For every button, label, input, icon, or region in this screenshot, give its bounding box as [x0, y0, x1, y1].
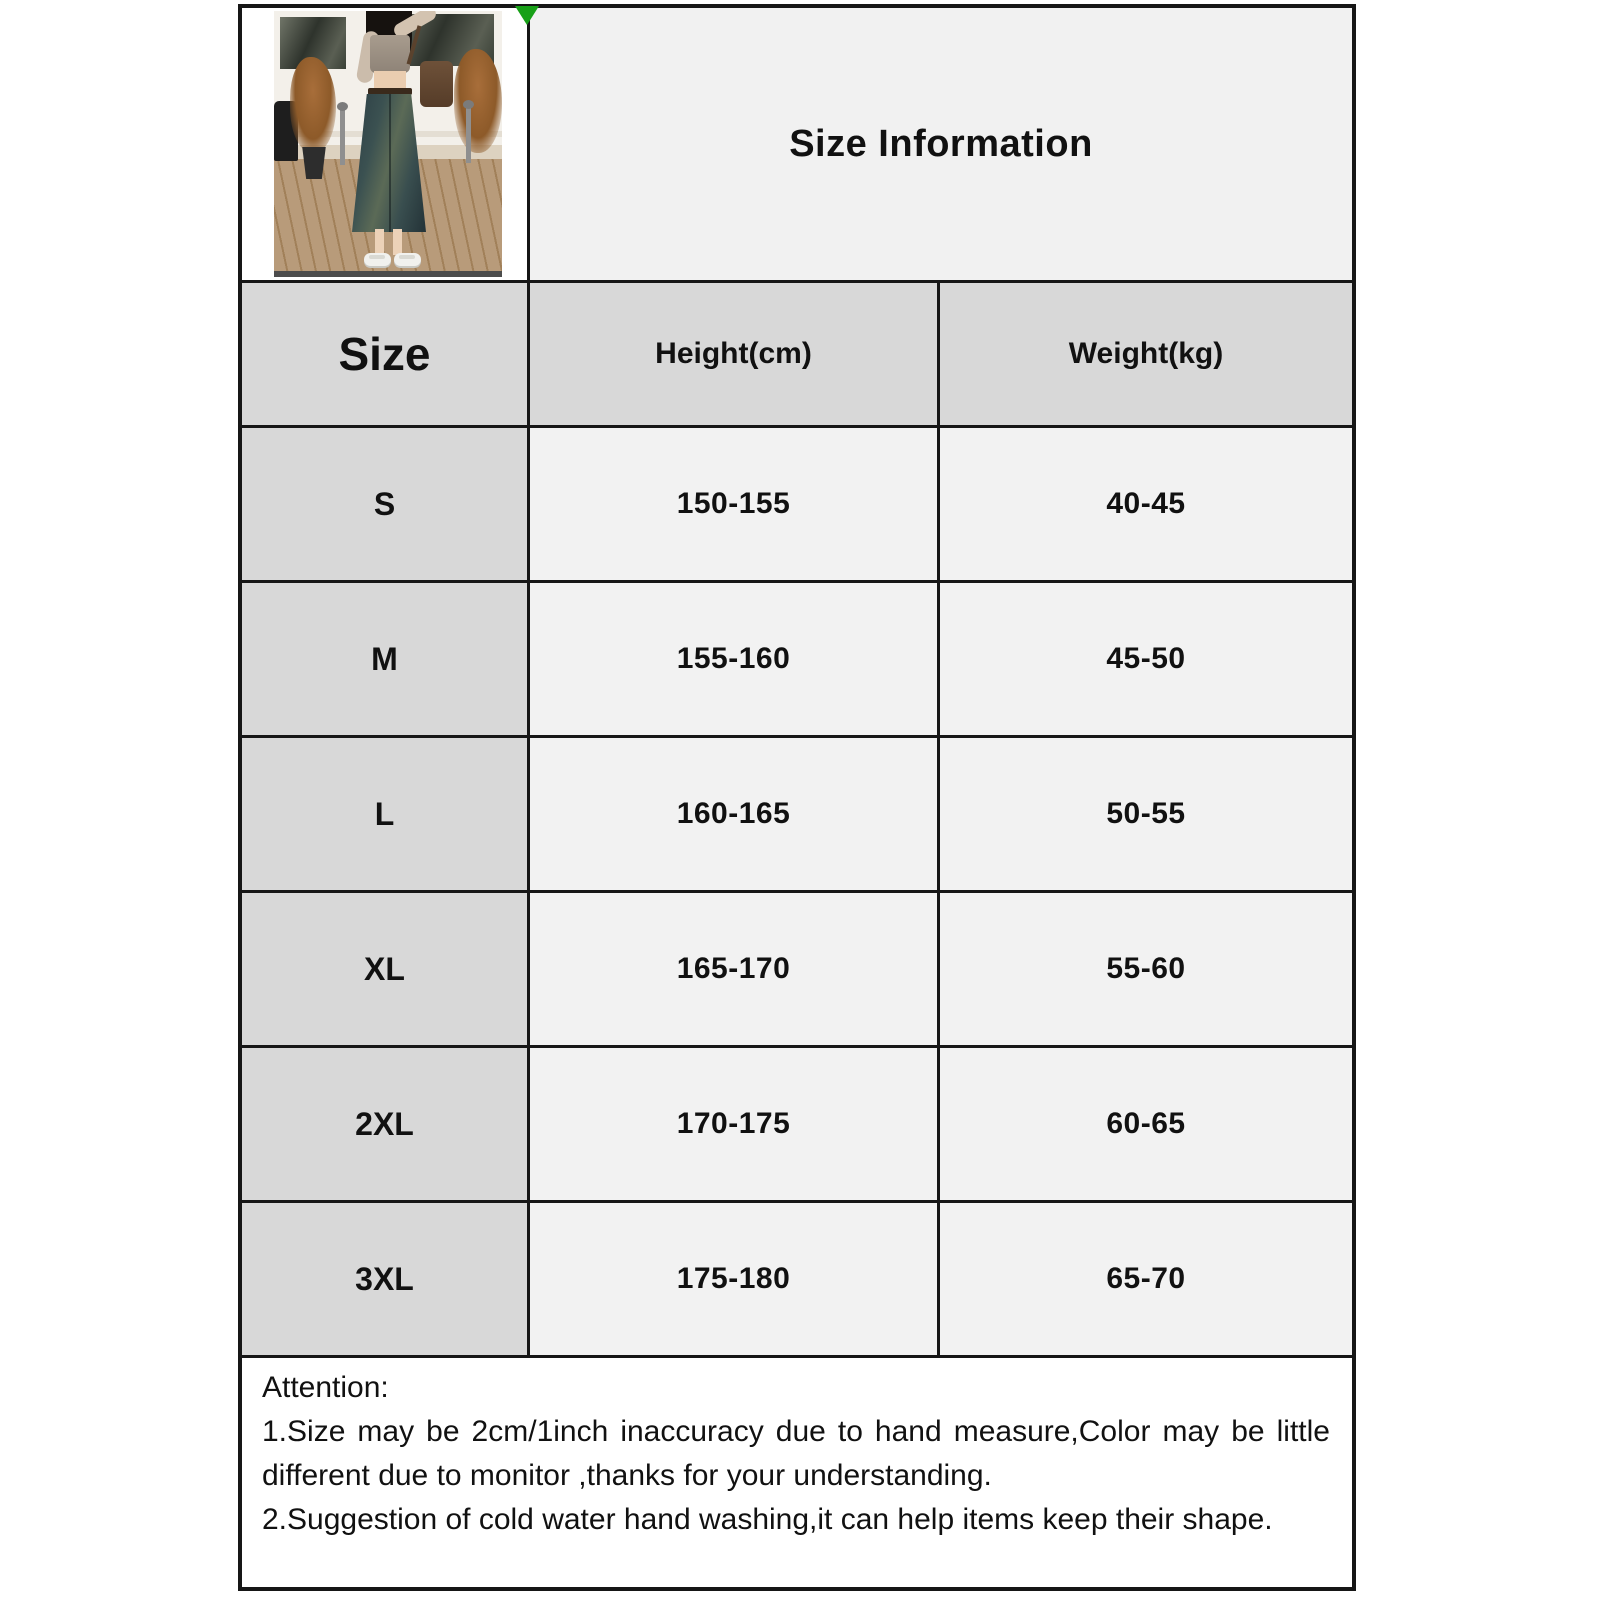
- weight-value: 55-60: [940, 893, 1352, 1045]
- size-chart-sheet: [238, 4, 1356, 1591]
- size-label: L: [242, 738, 530, 890]
- model-leg: [375, 229, 384, 255]
- product-photo-cell: [242, 8, 530, 280]
- page-title: Size Information: [789, 122, 1093, 165]
- height-value: 160-165: [530, 738, 940, 890]
- dried-plant-right: [454, 49, 502, 153]
- height-value: 155-160: [530, 583, 940, 735]
- size-label: XL: [242, 893, 530, 1045]
- title-cell: [530, 8, 1352, 280]
- size-label: S: [242, 428, 530, 580]
- shoulder-bag: [420, 61, 453, 107]
- photo-bottom-strip: [274, 271, 502, 277]
- model-crop-top: [370, 35, 410, 73]
- weight-value: 40-45: [940, 428, 1352, 580]
- weight-value: 45-50: [940, 583, 1352, 735]
- height-value: 150-155: [530, 428, 940, 580]
- table-row: [242, 893, 1352, 1048]
- size-label: 3XL: [242, 1203, 530, 1355]
- size-label: 2XL: [242, 1048, 530, 1200]
- weight-value: 60-65: [940, 1048, 1352, 1200]
- table-row: [242, 1203, 1352, 1358]
- attention-heading: Attention:: [262, 1371, 389, 1404]
- weight-value: 65-70: [940, 1203, 1352, 1355]
- denim-maxi-skirt: [352, 94, 426, 232]
- height-value: 175-180: [530, 1203, 940, 1355]
- top-section: [242, 8, 1352, 283]
- skirt-belt: [368, 88, 412, 95]
- size-label: M: [242, 583, 530, 735]
- attention-note-2: 2.Suggestion of cold water hand washing,it can help items keep their shape.: [262, 1503, 1273, 1536]
- stanchion-post: [466, 107, 471, 163]
- height-value: 170-175: [530, 1048, 940, 1200]
- attention-box: [242, 1358, 1352, 1587]
- column-header-size: Size: [242, 283, 530, 425]
- table-header-row: [242, 283, 1352, 428]
- height-value: 165-170: [530, 893, 940, 1045]
- weight-value: 50-55: [940, 738, 1352, 890]
- dried-plant-left: [290, 57, 336, 153]
- table-row: [242, 428, 1352, 583]
- model-leg: [393, 229, 402, 255]
- product-photo: [274, 11, 502, 277]
- table-row: [242, 738, 1352, 893]
- green-corner-marker: [515, 6, 539, 25]
- column-header-height: Height(cm): [530, 283, 940, 425]
- table-row: [242, 583, 1352, 738]
- attention-note-1: 1.Size may be 2cm/1inch inaccuracy due to hand measure,Color may be little different due to monitor ,thanks for your understanding.: [262, 1415, 1330, 1492]
- stanchion-post: [340, 109, 345, 165]
- white-sandal: [364, 253, 391, 266]
- table-row: [242, 1048, 1352, 1203]
- column-header-weight: Weight(kg): [940, 283, 1352, 425]
- white-sandal: [394, 253, 421, 266]
